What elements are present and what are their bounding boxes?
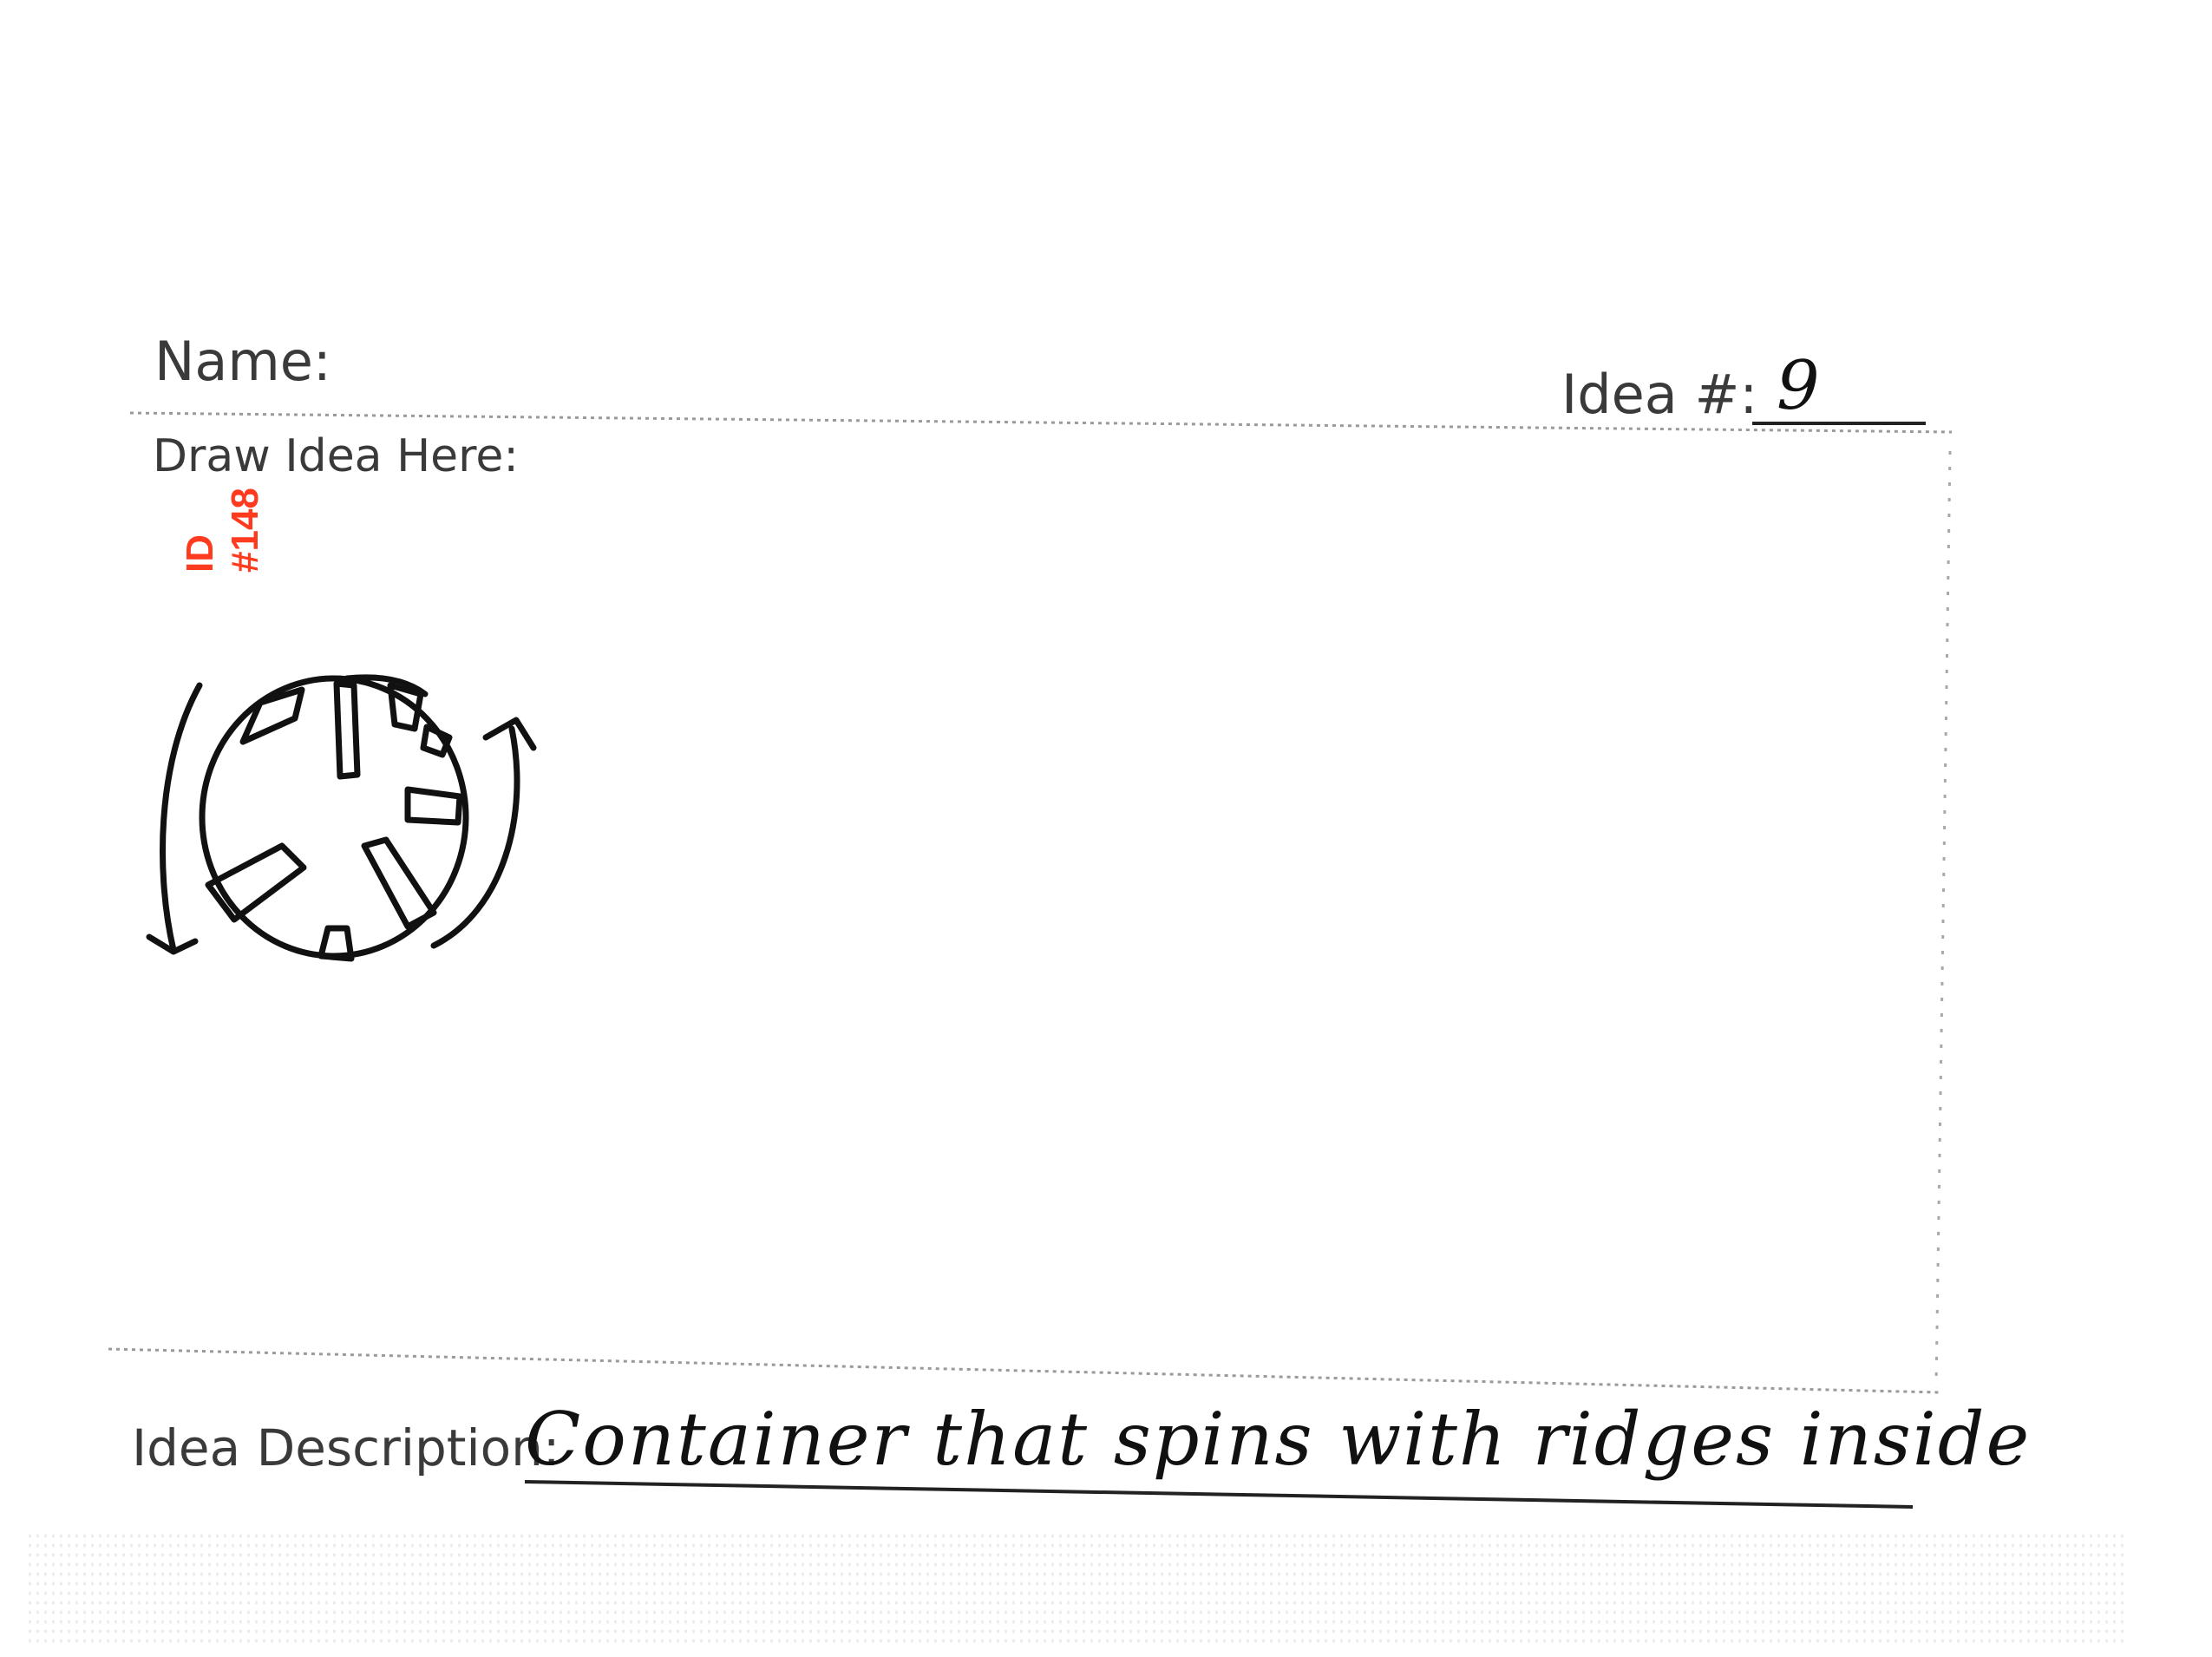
ridge-2 [337,684,357,776]
ridge-6 [364,840,434,927]
rotation-arrowhead-right [486,720,533,748]
idea-description-label: Idea Description: [132,1418,560,1477]
bleed-through-specks [26,1531,2125,1644]
id-stamp-line2: #148 [224,488,266,573]
ridge-4 [423,727,449,755]
ridge-7 [208,846,304,920]
ridge-1 [243,690,302,742]
name-label: Name: [154,330,331,393]
id-stamp-line1: ID [179,534,221,573]
rotation-arrow-left [163,685,200,950]
ridge-5 [408,789,460,822]
idea-number-value: 9 [1777,347,1820,425]
idea-description-value: Container that spins with ridges inside [525,1397,2032,1482]
rotation-arrow-right [434,729,517,946]
idea-number-label: Idea #: [1561,363,1758,426]
draw-idea-label: Draw Idea Here: [153,430,519,482]
